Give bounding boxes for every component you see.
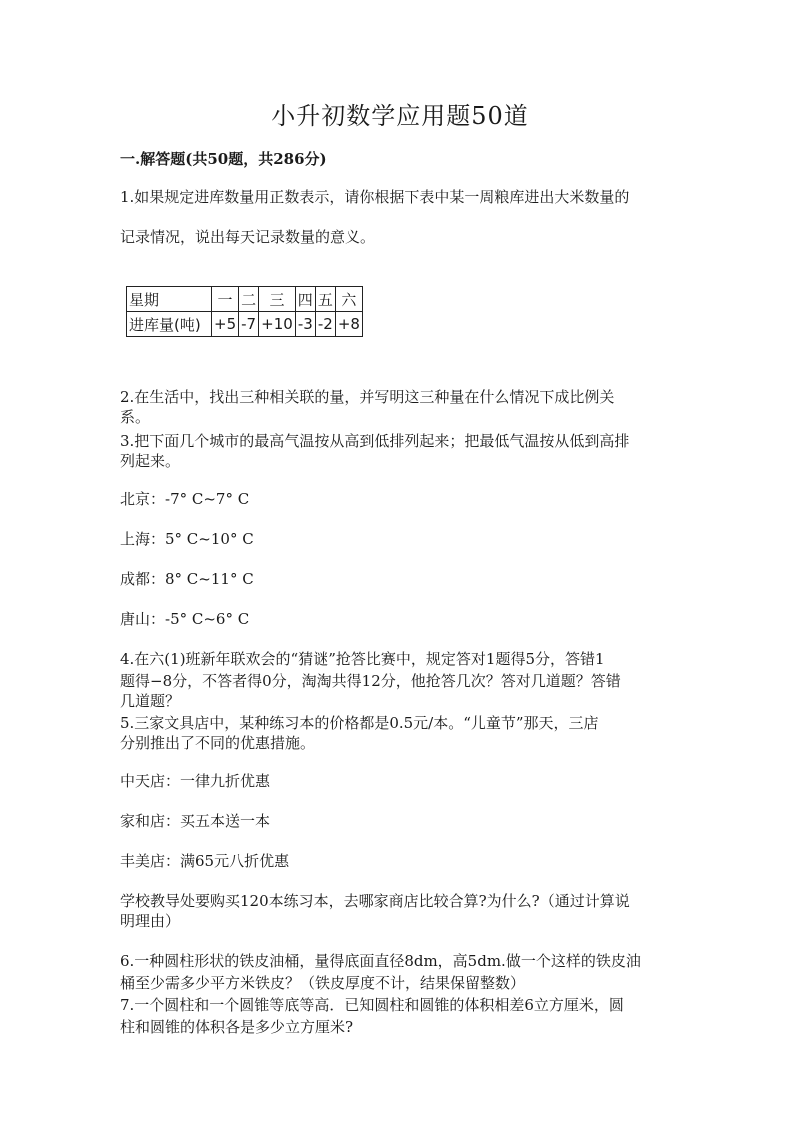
- table-cell: 三: [259, 287, 296, 312]
- q4-line-3: 几道题？: [120, 692, 181, 710]
- q5-shop-fengmei: 丰美店：满65元八折优惠: [120, 852, 290, 870]
- q4-line-1: 4.在六(1)班新年联欢会的“猜谜”抢答比赛中，规定答对1题得5分，答错1: [120, 650, 605, 668]
- table-cell: +5: [212, 312, 239, 337]
- grain-record-table: [126, 286, 363, 337]
- q2-line-2: 系。: [120, 408, 151, 426]
- q3-city-chengdu: 成都：8° C~11° C: [120, 570, 254, 588]
- q5-line-2: 分别推出了不同的优惠措施。: [120, 734, 316, 752]
- q5-shop-zhongtian: 中天店：一律九折优惠: [120, 772, 271, 790]
- table-cell: 星期: [127, 287, 212, 312]
- q4-line-2: 题得−8分，不答者得0分，淘淘共得12分，他抢答几次？答对几道题？答错: [120, 672, 621, 690]
- table-cell: 六: [335, 287, 362, 312]
- q5-shop-jiahe: 家和店：买五本送一本: [120, 812, 271, 830]
- q6-line-1: 6.一种圆柱形状的铁皮油桶，量得底面直径8dm，高5dm.做一个这样的铁皮油: [120, 952, 641, 970]
- q7-line-1: 7.一个圆柱和一个圆锥等底等高．已知圆柱和圆锥的体积相差6立方厘米，圆: [120, 996, 624, 1014]
- table-cell: 五: [315, 287, 335, 312]
- q3-city-shanghai: 上海：5° C~10° C: [120, 530, 254, 548]
- page-title: 小升初数学应用题50道: [271, 102, 529, 130]
- table-cell: -2: [315, 312, 335, 337]
- q1-line-1: 1.如果规定进库数量用正数表示，请你根据下表中某一周粮库进出大米数量的: [120, 188, 630, 206]
- q5-line-1: 5.三家文具店中，某种练习本的价格都是0.5元/本。“儿童节”那天，三店: [120, 714, 599, 732]
- q2-line-1: 2.在生活中，找出三种相关联的量，并写明这三种量在什么情况下成比例关: [120, 388, 615, 406]
- q3-line-2: 列起来。: [120, 452, 181, 470]
- table-cell: 进库量(吨): [127, 312, 212, 337]
- table-row-weekday: [127, 287, 363, 312]
- table-row-quantity: [127, 312, 363, 337]
- table-cell: -7: [239, 312, 259, 337]
- q3-city-tangshan: 唐山：-5° C~6° C: [120, 610, 250, 628]
- table-cell: +8: [335, 312, 362, 337]
- q3-line-1: 3.把下面几个城市的最高气温按从高到低排列起来；把最低气温按从低到高排: [120, 432, 630, 450]
- table-cell: 二: [239, 287, 259, 312]
- table-cell: -3: [295, 312, 315, 337]
- q6-line-2: 桶至少需多少平方米铁皮？（铁皮厚度不计，结果保留整数）: [120, 974, 526, 992]
- q7-line-2: 柱和圆锥的体积各是多少立方厘米?: [120, 1018, 354, 1036]
- table-cell: 一: [212, 287, 239, 312]
- section-heading: 一.解答题(共50题，共286分): [120, 150, 327, 168]
- q1-line-2: 记录情况，说出每天记录数量的意义。: [120, 228, 376, 246]
- q5-line-3: 学校教导处要购买120本练习本，去哪家商店比较合算?为什么?（通过计算说: [120, 892, 630, 910]
- table-cell: 四: [295, 287, 315, 312]
- q3-city-beijing: 北京：-7° C~7° C: [120, 490, 250, 508]
- q5-line-4: 明理由）: [120, 912, 181, 930]
- table-cell: +10: [259, 312, 296, 337]
